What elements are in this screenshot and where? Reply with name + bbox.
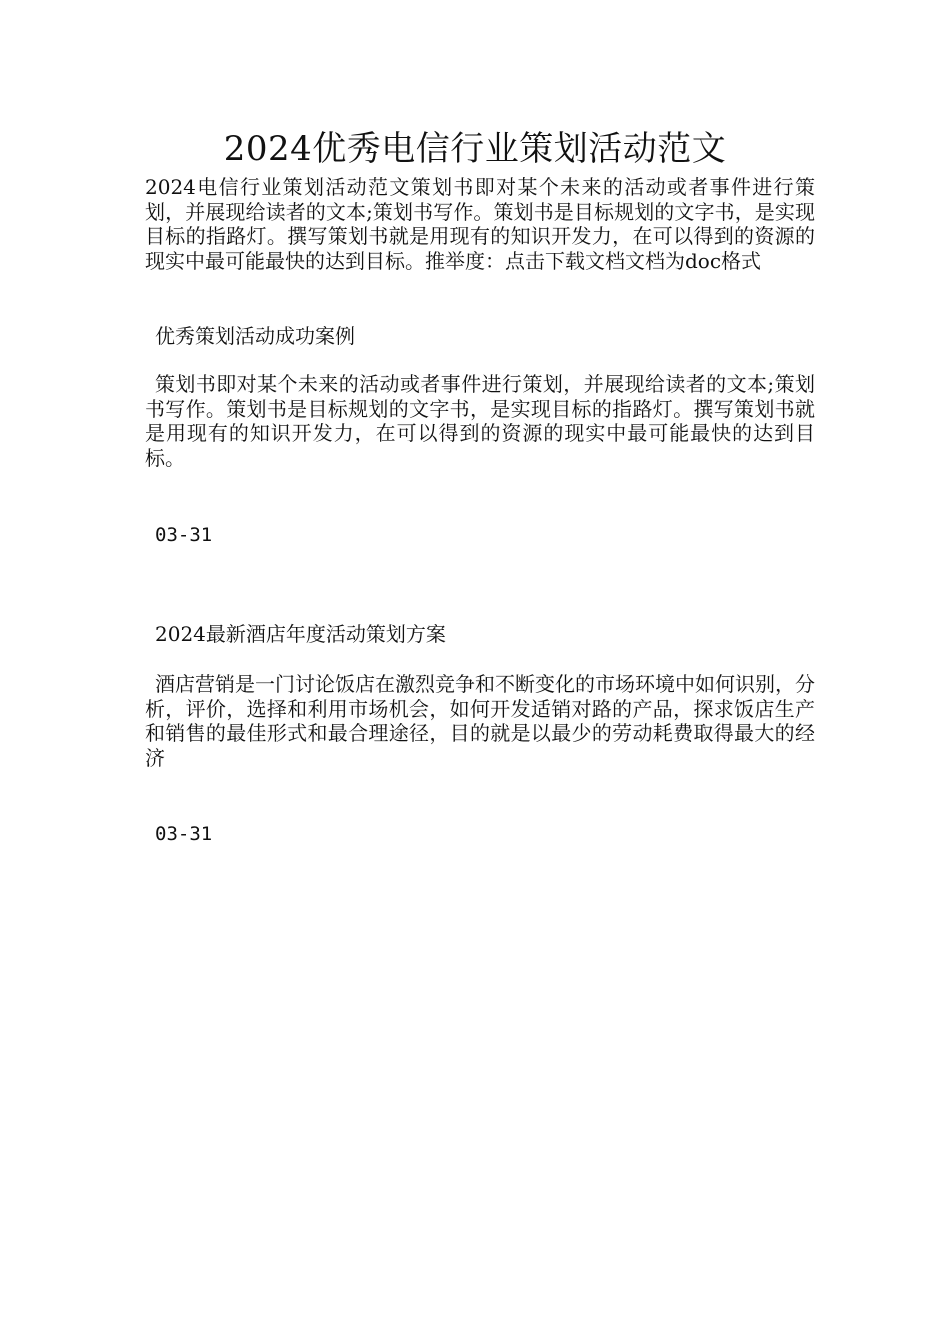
article-date: 03-31 <box>155 823 213 845</box>
article-title[interactable]: 2024最新酒店年度活动策划方案 <box>155 622 446 646</box>
article-summary: 策划书即对某个未来的活动或者事件进行策划，并展现给读者的文本;策划书写作。策划书是目标规划的文字书，是实现目标的指路灯。撰写策划书就是用现有的知识开发力，在可以得到的资源的现实中最可能最快的达到目标。 <box>145 372 815 470</box>
intro-paragraph: 2024电信行业策划活动范文策划书即对某个未来的活动或者事件进行策划，并展现给读者的文本;策划书写作。策划书是目标规划的文字书，是实现目标的指路灯。撰写策划书就是用现有的知识开发力，在可以得到的资源的现实中最可能最快的达到目标。推举度：点击下载文档文档为doc格式 <box>145 175 815 273</box>
article-title[interactable]: 优秀策划活动成功案例 <box>155 324 355 348</box>
document-title: 2024优秀电信行业策划活动范文 <box>223 129 727 169</box>
article-date: 03-31 <box>155 524 213 546</box>
article-summary: 酒店营销是一门讨论饭店在激烈竞争和不断变化的市场环境中如何识别，分析，评价，选择和利用市场机会，如何开发适销对路的产品，探求饭店生产和销售的最佳形式和最合理途径，目的就是以最少的劳动耗费取得最大的经济 <box>145 672 815 770</box>
